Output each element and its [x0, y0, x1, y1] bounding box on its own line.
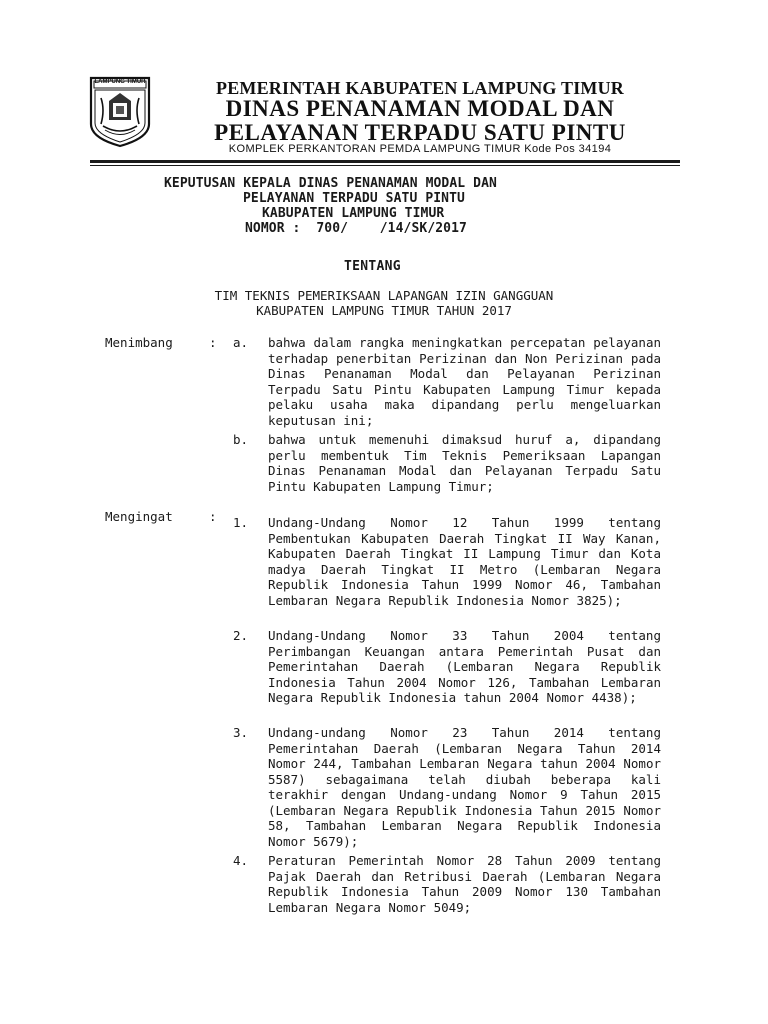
decree-title-line3: KABUPATEN LAMPUNG TIMUR: [262, 206, 445, 221]
letterhead-divider-thick: [90, 160, 680, 163]
list-item: Undang-undang Nomor 23 Tahun 2014 tentang Pemerintahan Daerah (Lembaran Negara Tahun 2014 Nomor 244, Tambahan Lembaran Negara tahun 2004 Nomor 5587) sebagaimana telah diubah beberapa kali terakhir dengan Undang-undang Nomor 9 Tahun 2015 (Lembaran Negara Republik Indonesia Tahun 2015 Nomor 58, Tambahan Lembaran Negara Republik Indonesia Nomor 5679);: [268, 725, 661, 849]
decree-title-line1: KEPUTUSAN KEPALA DINAS PENANAMAN MODAL DAN: [164, 176, 497, 191]
list-item-marker: a.: [233, 335, 249, 350]
list-item: bahwa dalam rangka meningkatkan percepatan pelayanan terhadap penerbitan Perizinan dan Non Perizinan pada Dinas Penanaman Modal dan Pelayanan Perizinan Terpadu Satu Pintu Kabupaten Lampung Timur kepada pelaku usaha maka dipandang perlu mengeluarkan keputusan ini;: [268, 335, 661, 428]
agency-name-line2: PELAYANAN TERPADU SATU PINTU: [214, 120, 626, 145]
agency-name-line1: DINAS PENANAMAN MODAL DAN: [225, 96, 615, 121]
mengingat-label: Mengingat: [105, 509, 173, 524]
letterhead-divider-thin: [90, 165, 680, 166]
decree-number: NOMOR : 700/ /14/SK/2017: [245, 221, 467, 236]
list-item-marker: 1.: [233, 515, 249, 530]
government-name: PEMERINTAH KABUPATEN LAMPUNG TIMUR: [216, 78, 624, 98]
list-item: bahwa untuk memenuhi dimaksud huruf a, dipandang perlu membentuk Tim Teknis Pemeriksaan Lapangan Dinas Penanaman Modal dan Pelayanan Terpadu Satu Pintu Kabupaten Lampung Timur;: [268, 432, 661, 494]
menimbang-colon: :: [209, 335, 217, 350]
list-item-marker: b.: [233, 432, 249, 447]
list-item-marker: 3.: [233, 725, 249, 740]
list-item: Undang-Undang Nomor 33 Tahun 2004 tentang Perimbangan Keuangan antara Pemerintah Pusat dan Pemerintahan Daerah (Lembaran Negara Republik Indonesia Tahun 2004 Nomor 126, Tambahan Lembaran Negara Republik Indonesia tahun 2004 Nomor 4438);: [268, 628, 661, 705]
agency-address: KOMPLEK PERKANTORAN PEMDA LAMPUNG TIMUR Kode Pos 34194: [228, 143, 612, 155]
decree-subject-line2: KABUPATEN LAMPUNG TIMUR TAHUN 2017: [256, 303, 512, 318]
regency-emblem-icon: [89, 76, 151, 148]
decree-title-line2: PELAYANAN TERPADU SATU PINTU: [243, 191, 465, 206]
list-item-marker: 4.: [233, 853, 249, 868]
list-item-marker: 2.: [233, 628, 249, 643]
decree-subject-line1: TIM TEKNIS PEMERIKSAAN LAPANGAN IZIN GANGGUAN: [214, 288, 554, 303]
mengingat-colon: :: [209, 509, 217, 524]
list-item: Undang-Undang Nomor 12 Tahun 1999 tentang Pembentukan Kabupaten Daerah Tingkat II Way Kanan, Kabupaten Daerah Tingkat II Lampung Timur dan Kota madya Daerah Tingkat II Metro (Lembaran Negara Republik Indonesia Tahun 1999 Nomor 46, Tambahan Lembaran Negara Republik Indonesia Nomor 3825);: [268, 515, 661, 608]
emblem-caption: LAMPUNG TIMUR: [94, 79, 146, 85]
list-item: Peraturan Pemerintah Nomor 28 Tahun 2009 tentang Pajak Daerah dan Retribusi Daerah (Lembaran Negara Republik Indonesia Tahun 2009 Nomor 130 Tambahan Lembaran Negara Nomor 5049;: [268, 853, 661, 915]
menimbang-label: Menimbang: [105, 335, 173, 350]
tentang-heading: TENTANG: [344, 259, 401, 274]
